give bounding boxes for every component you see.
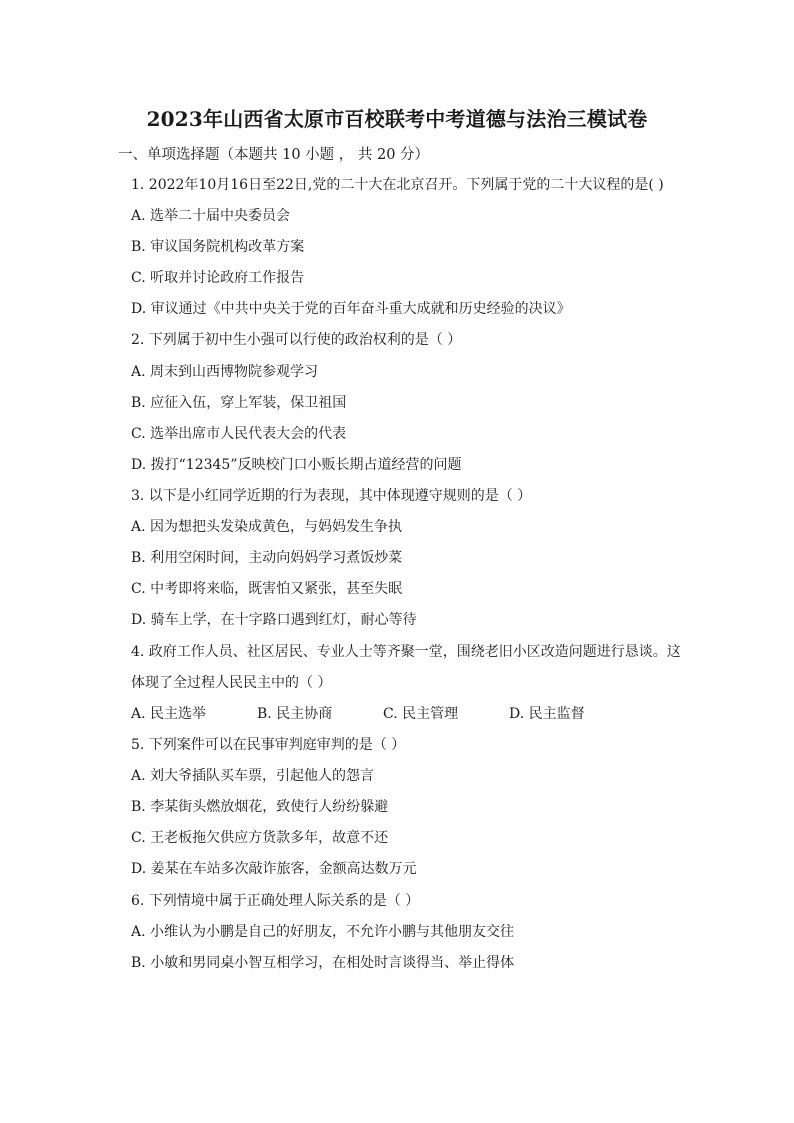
question-5-option-b: B. 李某街头燃放烟花，致使行人纷纷躲避 bbox=[131, 799, 389, 815]
question-4-option-b: B. 民主协商 bbox=[257, 706, 333, 722]
question-3-option-d: D. 骑车上学，在十字路口遇到红灯，耐心等待 bbox=[131, 612, 417, 628]
question-3-option-b: B. 利用空闲时间，主动向妈妈学习煮饭炒菜 bbox=[131, 550, 403, 566]
question-4-option-a: A. 民主选举 bbox=[131, 706, 207, 722]
question-1-option-b: B. 审议国务院机构改革方案 bbox=[131, 239, 305, 255]
question-6-stem: 6. 下列情境中属于正确处理人际关系的是（ ） bbox=[131, 893, 420, 909]
question-2-option-c: C. 选举出席市人民代表大会的代表 bbox=[131, 426, 347, 442]
question-2-option-b: B. 应征入伍，穿上军装，保卫祖国 bbox=[131, 395, 347, 411]
question-4-options bbox=[131, 704, 585, 724]
question-2-stem: 2. 下列属于初中生小强可以行使的政治权利的是（ ） bbox=[131, 332, 462, 348]
question-5-option-c: C. 王老板拖欠供应方货款多年，故意不还 bbox=[131, 830, 389, 846]
page-title: 2023年山西省太原市百校联考中考道德与法治三模试卷 bbox=[146, 107, 648, 131]
question-2-option-d: D. 拨打“12345”反映校门口小贩长期占道经营的问题 bbox=[131, 457, 462, 473]
question-5-option-a: A. 刘大爷插队买车票，引起他人的怨言 bbox=[131, 768, 375, 784]
question-4-option-c: C. 民主管理 bbox=[383, 706, 459, 722]
question-4-stem-line-2: 体现了全过程人民民主中的（ ） bbox=[131, 675, 332, 691]
question-4-stem-line-1: 4. 政府工作人员、社区居民、专业人士等齐聚一堂，围绕老旧小区改造问题进行恳谈。这 bbox=[131, 644, 681, 660]
question-1-stem: 1. 2022年10月16日至22日,党的二十大在北京召开。下列属于党的二十大议程的是( ) bbox=[131, 177, 664, 193]
question-2-option-a: A. 周末到山西博物院参观学习 bbox=[131, 364, 319, 380]
question-3-stem: 3. 以下是小红同学近期的行为表现，其中体现遵守规则的是（ ） bbox=[131, 488, 532, 504]
question-5-stem: 5. 下列案件可以在民事审判庭审判的是（ ） bbox=[131, 737, 406, 753]
question-1-option-c: C. 听取并讨论政府工作报告 bbox=[131, 270, 305, 286]
question-4-option-d: D. 民主监督 bbox=[509, 706, 585, 722]
question-1-option-d: D. 审议通过《中共中央关于党的百年奋斗重大成就和历史经验的决议》 bbox=[131, 301, 571, 317]
question-3-option-c: C. 中考即将来临，既害怕又紧张，甚至失眠 bbox=[131, 581, 403, 597]
section-heading: 一、单项选择题（本题共 10 小题 ， 共 20 分） bbox=[118, 147, 430, 163]
question-6-option-b: B. 小敏和男同桌小智互相学习，在相处时言谈得当、举止得体 bbox=[131, 955, 515, 971]
question-6-option-a: A. 小维认为小鹏是自己的好朋友，不允许小鹏与其他朋友交往 bbox=[131, 924, 515, 940]
question-3-option-a: A. 因为想把头发染成黄色，与妈妈发生争执 bbox=[131, 519, 403, 535]
question-1-option-a: A. 选举二十届中央委员会 bbox=[131, 208, 291, 224]
question-5-option-d: D. 姜某在车站多次敲诈旅客，金额高达数万元 bbox=[131, 861, 417, 877]
